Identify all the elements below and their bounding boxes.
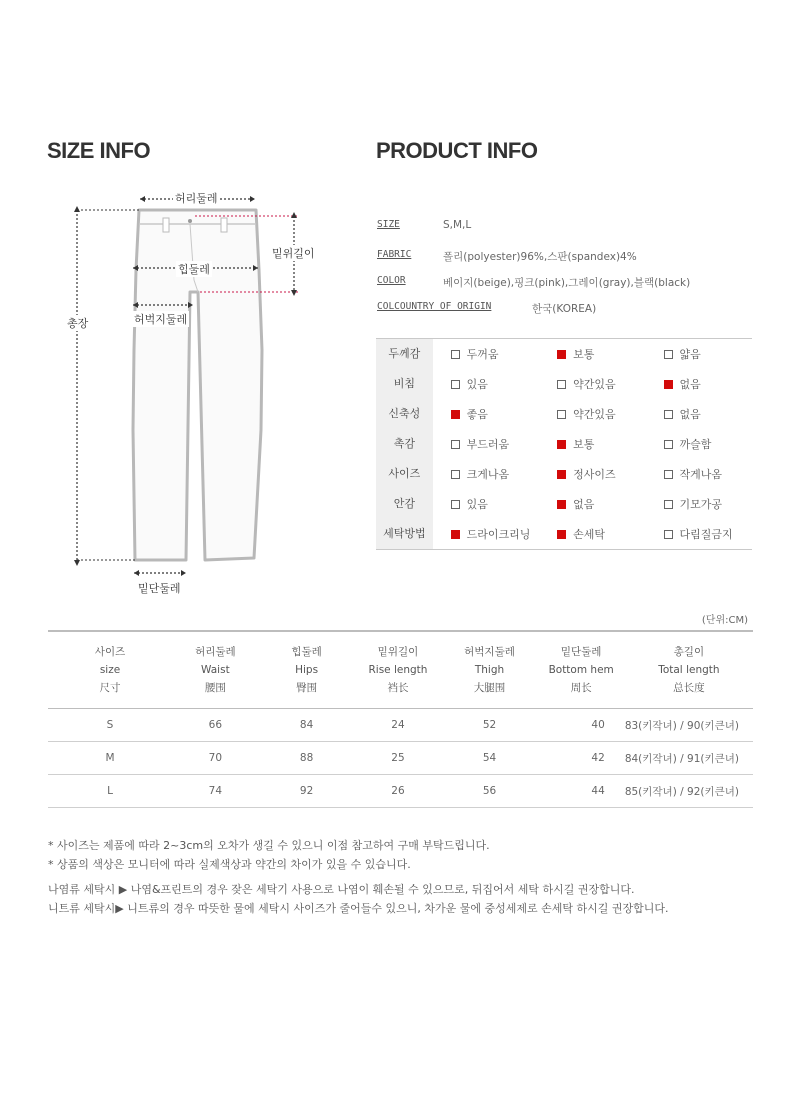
info-key-color: COLOR	[377, 275, 406, 286]
thigh-label: 허벅지둘레	[134, 313, 188, 326]
size-table-header	[48, 631, 172, 709]
header-en: Bottom hem	[548, 664, 614, 676]
checked-box-icon	[664, 380, 673, 389]
unchecked-box-icon	[664, 410, 673, 419]
checked-box-icon	[557, 470, 566, 479]
checked-box-icon	[557, 440, 566, 449]
table-cell: 88	[259, 742, 355, 775]
table-cell: 26	[355, 775, 442, 808]
size-table-header	[172, 631, 259, 709]
attribute-option-text: 두꺼움	[466, 348, 499, 361]
attribute-option-text: 보통	[573, 348, 595, 361]
header-ko: 사이즈	[94, 646, 126, 658]
table-cell: 40	[538, 709, 625, 742]
unchecked-box-icon	[664, 350, 673, 359]
info-value-size: S,M,L	[443, 219, 472, 231]
info-value-fabric: 폴리(polyester)96%,스판(spandex)4%	[443, 251, 637, 263]
table-cell: 54	[441, 742, 537, 775]
attribute-row	[376, 399, 752, 429]
header-ko: 밑단둘레	[560, 646, 602, 658]
table-cell: 56	[441, 775, 537, 808]
header-zh: 裆长	[387, 682, 409, 694]
table-cell: 42	[538, 742, 625, 775]
header-ko: 총길이	[673, 646, 705, 658]
checked-box-icon	[557, 350, 566, 359]
header-zh: 臀围	[296, 682, 318, 694]
attribute-row	[376, 519, 752, 549]
table-cell: 44	[538, 775, 625, 808]
header-ko: 허벅지둘레	[464, 646, 515, 658]
size-table	[48, 630, 753, 808]
attribute-option-text: 다림질금지	[679, 528, 733, 541]
attribute-option	[433, 376, 539, 392]
attribute-row	[376, 459, 752, 489]
unchecked-box-icon	[557, 380, 566, 389]
attribute-option	[646, 406, 752, 422]
attribute-option	[539, 436, 645, 452]
attribute-option	[646, 496, 752, 512]
unchecked-box-icon	[451, 350, 460, 359]
attribute-row	[376, 339, 752, 369]
attribute-option-text: 정사이즈	[573, 468, 616, 481]
table-cell: 83(키작녀) / 90(키큰녀)	[625, 709, 753, 742]
size-table-header-row	[48, 631, 753, 709]
attribute-option-text: 없음	[679, 378, 701, 391]
info-value-origin: 한국(KOREA)	[532, 303, 597, 315]
unchecked-box-icon	[664, 530, 673, 539]
unchecked-box-icon	[451, 440, 460, 449]
size-table-header	[259, 631, 355, 709]
pants-illustration	[40, 180, 340, 600]
attribute-row	[376, 369, 752, 399]
attribute-option	[539, 526, 645, 542]
attribute-option	[646, 376, 752, 392]
size-info-heading: SIZE INFO	[47, 138, 151, 163]
attribute-label: 안감	[376, 489, 433, 519]
checked-box-icon	[557, 500, 566, 509]
attribute-option-text: 약간있음	[573, 378, 616, 391]
table-cell: 24	[355, 709, 442, 742]
unchecked-box-icon	[451, 470, 460, 479]
attribute-label: 세탁방법	[376, 519, 433, 549]
attribute-label: 두께감	[376, 339, 433, 369]
attribute-option-text: 작게나옴	[679, 468, 723, 481]
knit-wash-note: 니트류 세탁시▶ 니트류의 경우 따뜻한 물에 세탁시 사이즈가 줄어들수 있으니, 차가운 물에 중성세제로 손세탁 하시길 권장합니다.	[48, 902, 669, 915]
attribute-option-text: 있음	[466, 378, 488, 391]
header-en: Waist	[201, 664, 230, 676]
attribute-option	[433, 526, 539, 542]
header-zh: 尺寸	[99, 682, 121, 694]
table-cell: 52	[441, 709, 537, 742]
total-length-label: 총장	[67, 317, 89, 330]
size-table-header	[441, 631, 537, 709]
size-table-header	[538, 631, 625, 709]
attribute-row	[376, 489, 752, 519]
attribute-option	[433, 466, 539, 482]
attribute-option-text: 크게나옴	[466, 468, 510, 481]
attribute-option	[539, 496, 645, 512]
pants-size-diagram	[40, 180, 340, 600]
size-table-body	[48, 709, 753, 808]
size-table-header	[625, 631, 753, 709]
info-value-color: 베이지(beige),핑크(pink),그레이(gray),블랙(black)	[443, 277, 691, 289]
header-zh: 大腿围	[473, 682, 506, 694]
attribute-option	[646, 526, 752, 542]
attribute-label: 신축성	[376, 399, 433, 429]
header-zh: 周长	[570, 682, 592, 694]
attribute-option-text: 좋음	[466, 408, 488, 421]
table-cell: 92	[259, 775, 355, 808]
attribute-label: 촉감	[376, 429, 433, 459]
attribute-option	[539, 376, 645, 392]
waist-label: 허리둘레	[175, 192, 218, 205]
attribute-option-text: 기모가공	[679, 498, 723, 511]
table-cell: 84(키작녀) / 91(키큰녀)	[625, 742, 753, 775]
attribute-option-text: 없음	[679, 408, 701, 421]
size-table-header	[355, 631, 442, 709]
table-row	[48, 709, 753, 742]
header-en: Hips	[295, 664, 319, 676]
attribute-label: 비침	[376, 369, 433, 399]
attribute-label: 사이즈	[376, 459, 433, 489]
table-cell: 25	[355, 742, 442, 775]
attribute-option	[539, 346, 645, 362]
info-key-origin: COLCOUNTRY OF ORIGIN	[377, 301, 492, 312]
info-key-size: SIZE	[377, 219, 400, 230]
header-ko: 힙둘레	[291, 646, 322, 658]
table-cell: 70	[172, 742, 259, 775]
attribute-option-text: 약간있음	[573, 408, 616, 421]
table-cell: L	[48, 775, 172, 808]
unchecked-box-icon	[664, 440, 673, 449]
size-note: * 사이즈는 제품에 따라 2~3cm의 오차가 생길 수 있으니 이점 참고하여 구매 부탁드립니다.	[48, 839, 490, 852]
attribute-option	[433, 436, 539, 452]
attribute-option	[539, 406, 645, 422]
attribute-option	[646, 346, 752, 362]
attribute-option	[539, 466, 645, 482]
table-row	[48, 742, 753, 775]
attribute-option	[646, 466, 752, 482]
product-attribute-grid	[376, 338, 752, 550]
rise-label: 밑위길이	[272, 247, 315, 260]
print-wash-note: 나염류 세탁시 ▶ 나염&프린트의 경우 잦은 세탁기 사용으로 나염이 훼손될 수 있으므로, 뒤집어서 세탁 하시길 권장합니다.	[48, 883, 635, 896]
checked-box-icon	[451, 530, 460, 539]
attribute-option	[646, 436, 752, 452]
attribute-option-text: 까슬함	[679, 438, 712, 451]
unit-note: (단위:CM)	[701, 615, 748, 626]
attribute-option-text: 없음	[573, 498, 595, 511]
table-cell: 74	[172, 775, 259, 808]
header-zh: 腰围	[204, 682, 226, 694]
unchecked-box-icon	[557, 410, 566, 419]
attribute-option-text: 보통	[573, 438, 595, 451]
table-cell: 84	[259, 709, 355, 742]
unchecked-box-icon	[451, 500, 460, 509]
header-en: Rise length	[368, 664, 428, 676]
product-info-heading: PRODUCT INFO	[376, 138, 538, 163]
table-cell: S	[48, 709, 172, 742]
attribute-option	[433, 406, 539, 422]
attribute-option	[433, 496, 539, 512]
attribute-option-text: 부드러움	[466, 438, 510, 451]
checked-box-icon	[451, 410, 460, 419]
table-cell: M	[48, 742, 172, 775]
unchecked-box-icon	[451, 380, 460, 389]
header-en: Total length	[658, 664, 720, 676]
info-key-fabric: FABRIC	[377, 249, 412, 260]
attribute-option-text: 있음	[466, 498, 488, 511]
header-ko: 허리둘레	[195, 646, 236, 658]
table-cell: 66	[172, 709, 259, 742]
checked-box-icon	[557, 530, 566, 539]
unchecked-box-icon	[664, 470, 673, 479]
header-en: Thigh	[474, 664, 505, 676]
header-ko: 밑위길이	[377, 646, 419, 658]
attribute-option	[433, 346, 539, 362]
header-en: size	[99, 664, 121, 676]
table-cell: 85(키작녀) / 92(키큰녀)	[625, 775, 753, 808]
attribute-option-text: 얇음	[679, 348, 701, 361]
hips-label: 힙둘레	[178, 263, 210, 276]
attribute-row	[376, 429, 752, 459]
hem-label: 밑단둘레	[138, 582, 181, 595]
attribute-option-text: 손세탁	[573, 528, 605, 541]
table-row	[48, 775, 753, 808]
unchecked-box-icon	[664, 500, 673, 509]
color-note: * 상품의 색상은 모니터에 따라 실제색상과 약간의 차이가 있을 수 있습니다.	[48, 858, 411, 871]
attribute-option-text: 드라이크리닝	[466, 528, 531, 541]
header-zh: 总长度	[673, 682, 705, 694]
